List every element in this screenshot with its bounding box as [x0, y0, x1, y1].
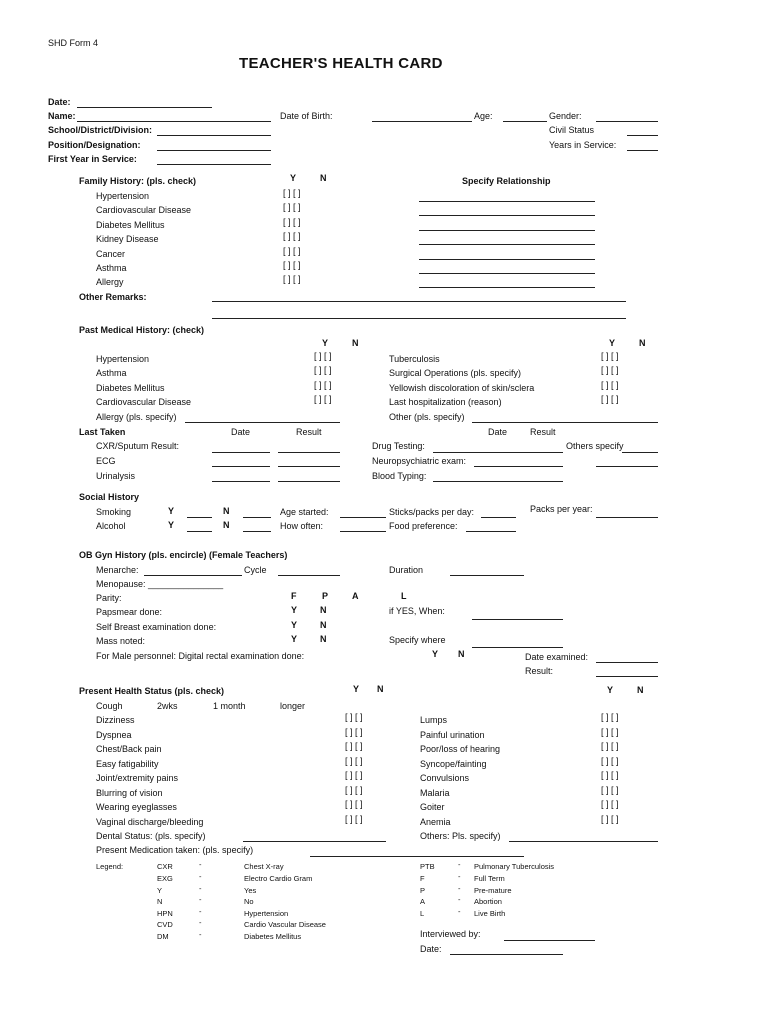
- family-checkbox[interactable]: [ ] [ ]: [283, 202, 301, 212]
- male-n[interactable]: N: [458, 649, 465, 659]
- cough-longer[interactable]: longer: [280, 701, 306, 711]
- legend-meaning-right: Full Term: [474, 874, 505, 883]
- relationship-field[interactable]: [419, 273, 595, 274]
- symptom-checkbox-right[interactable]: [ ] [ ]: [601, 741, 619, 751]
- test-date-field[interactable]: [212, 481, 270, 482]
- if-yes-label: if YES, When:: [389, 606, 445, 616]
- legend-dash: -: [199, 860, 202, 869]
- food-label: Food preference:: [389, 521, 458, 531]
- legend-abbr-right: P: [420, 886, 426, 895]
- drug-testing-field[interactable]: [433, 452, 563, 453]
- other-field[interactable]: [472, 422, 658, 423]
- specify-where-label: Specify where: [389, 635, 446, 645]
- relationship-field[interactable]: [419, 201, 595, 202]
- family-history-heading: Family History: (pls. check): [79, 176, 197, 186]
- symptom-item: Wearing eyeglasses: [96, 802, 177, 812]
- family-checkbox[interactable]: [ ] [ ]: [283, 188, 301, 198]
- symptom-checkbox[interactable]: [ ] [ ]: [345, 770, 363, 780]
- symptom-item-right: Malaria: [420, 788, 450, 798]
- legend-abbr-right: A: [420, 897, 426, 906]
- relationship-field[interactable]: [419, 259, 595, 260]
- legend-meaning-right: Pulmonary Tuberculosis: [474, 862, 555, 871]
- others-specify-label: Others specify: [566, 441, 624, 451]
- family-item: Diabetes Mellitus: [96, 220, 165, 230]
- symptom-checkbox-right[interactable]: [ ] [ ]: [601, 712, 619, 722]
- legend-abbr-right: F: [420, 874, 425, 883]
- legend-dash: -: [458, 872, 461, 881]
- legend-dash: -: [199, 907, 202, 916]
- form-number: SHD Form 4: [48, 38, 99, 48]
- symptom-checkbox[interactable]: [ ] [ ]: [345, 712, 363, 722]
- result-field[interactable]: [596, 676, 658, 677]
- family-item: Cancer: [96, 249, 126, 259]
- name-label: Name:: [48, 111, 76, 121]
- result-label: Result:: [525, 666, 554, 676]
- past-checkbox-right[interactable]: [ ] [ ]: [601, 394, 619, 404]
- present-y-header-right: Y: [607, 685, 614, 695]
- symptom-checkbox-right[interactable]: [ ] [ ]: [601, 770, 619, 780]
- cycle-field[interactable]: [278, 575, 340, 576]
- past-checkbox[interactable]: [ ] [ ]: [314, 394, 332, 404]
- past-checkbox-right[interactable]: [ ] [ ]: [601, 365, 619, 375]
- breast-n[interactable]: N: [320, 620, 327, 630]
- if-yes-field[interactable]: [472, 619, 563, 620]
- position-label: Position/Designation:: [48, 140, 141, 150]
- food-field[interactable]: [466, 531, 516, 532]
- others-field[interactable]: [509, 841, 658, 842]
- symptom-checkbox-right[interactable]: [ ] [ ]: [601, 727, 619, 737]
- date-examined-field[interactable]: [596, 662, 658, 663]
- symptom-checkbox-right[interactable]: [ ] [ ]: [601, 756, 619, 766]
- blood-typing-field[interactable]: [433, 481, 563, 482]
- smoking-n-field[interactable]: [243, 517, 271, 518]
- past-y-header-right: Y: [609, 338, 616, 348]
- last-taken-date-header: Date: [231, 427, 251, 437]
- legend-abbr: HPN: [157, 909, 173, 918]
- legend-meaning-right: Abortion: [474, 897, 502, 906]
- how-often-field[interactable]: [340, 531, 386, 532]
- first-year-field[interactable]: [157, 164, 271, 165]
- smoking-y: Y: [168, 506, 175, 516]
- last-taken-heading: Last Taken: [79, 427, 126, 437]
- past-checkbox[interactable]: [ ] [ ]: [314, 380, 332, 390]
- symptom-checkbox[interactable]: [ ] [ ]: [345, 799, 363, 809]
- relationship-field[interactable]: [419, 244, 595, 245]
- specify-where-field[interactable]: [472, 647, 563, 648]
- past-item: Cardiovascular Disease: [96, 397, 192, 407]
- alcohol-n-field[interactable]: [243, 531, 271, 532]
- family-item: Kidney Disease: [96, 234, 159, 244]
- papsmear-label: Papsmear done:: [96, 607, 163, 617]
- symptom-item-right: Convulsions: [420, 773, 470, 783]
- others-specify-field[interactable]: [622, 452, 658, 453]
- social-heading: Social History: [79, 492, 140, 502]
- past-item: Asthma: [96, 368, 127, 378]
- test-label-right: Neuropsychiatric exam:: [372, 456, 467, 466]
- name-field[interactable]: [77, 121, 271, 122]
- legend-abbr-right: L: [420, 909, 425, 918]
- past-medical-heading: Past Medical History: (check): [79, 325, 205, 335]
- parity-p[interactable]: P: [322, 591, 329, 601]
- legend-abbr: Y: [157, 886, 163, 895]
- legend-meaning: Chest X-ray: [244, 862, 284, 871]
- alcohol-n: N: [223, 520, 230, 530]
- test-result-field[interactable]: [278, 481, 340, 482]
- test-result-field[interactable]: [278, 452, 340, 453]
- packs-year-field[interactable]: [596, 517, 658, 518]
- alcohol-label: Alcohol: [96, 521, 126, 531]
- medication-label: Present Medication taken: (pls. specify): [96, 845, 254, 855]
- years-service-field[interactable]: [627, 150, 658, 151]
- present-n-header-right: N: [637, 685, 644, 695]
- dental-field[interactable]: [243, 841, 386, 842]
- symptom-item-right: Painful urination: [420, 730, 485, 740]
- other-remarks-label: Other Remarks:: [79, 292, 147, 302]
- smoking-y-field[interactable]: [187, 517, 212, 518]
- symptom-item-right: Syncope/fainting: [420, 759, 487, 769]
- date-examined-label: Date examined:: [525, 652, 589, 662]
- past-y-header: Y: [322, 338, 329, 348]
- relationship-field[interactable]: [419, 230, 595, 231]
- dental-label: Dental Status: (pls. specify): [96, 831, 206, 841]
- legend-abbr-right: PTB: [420, 862, 435, 871]
- legend-meaning-right: Pre-mature: [474, 886, 512, 895]
- medication-field[interactable]: [310, 856, 524, 857]
- others-specify-field-2[interactable]: [596, 466, 658, 467]
- smoking-n: N: [223, 506, 230, 516]
- symptom-checkbox[interactable]: [ ] [ ]: [345, 814, 363, 824]
- parity-f[interactable]: F: [291, 591, 297, 601]
- symptom-item: Dizziness: [96, 715, 135, 725]
- legend-dash: -: [458, 907, 461, 916]
- legend-dash: -: [458, 860, 461, 869]
- male-dre-label: For Male personnel: Digital rectal examination done:: [96, 651, 305, 661]
- symptom-item: Dyspnea: [96, 730, 132, 740]
- legend-abbr: DM: [157, 932, 169, 941]
- test-date-field[interactable]: [212, 452, 270, 453]
- test-label: CXR/Sputum Result:: [96, 441, 180, 451]
- alcohol-y-field[interactable]: [187, 531, 212, 532]
- present-y-header: Y: [353, 684, 360, 694]
- legend-meaning-right: Live Birth: [474, 909, 506, 918]
- relationship-field[interactable]: [419, 287, 595, 288]
- parity-label: Parity:: [96, 593, 122, 603]
- symptom-item-right: Poor/loss of hearing: [420, 744, 501, 754]
- interviewed-by-label: Interviewed by:: [420, 929, 481, 939]
- symptom-checkbox-right[interactable]: [ ] [ ]: [601, 799, 619, 809]
- past-n-header: N: [352, 338, 359, 348]
- symptom-checkbox[interactable]: [ ] [ ]: [345, 727, 363, 737]
- legend-dash: -: [199, 930, 202, 939]
- mass-y[interactable]: Y: [291, 634, 298, 644]
- last-taken-result-header-right: Result: [530, 427, 556, 437]
- age-started-label: Age started:: [280, 507, 329, 517]
- family-checkbox[interactable]: [ ] [ ]: [283, 231, 301, 241]
- first-year-label: First Year in Service:: [48, 154, 137, 164]
- legend-meaning: Electro Cardio Gram: [244, 874, 313, 883]
- legend-meaning: Cardio Vascular Disease: [244, 920, 326, 929]
- cough-2wks[interactable]: 2wks: [157, 701, 178, 711]
- symptom-item: Chest/Back pain: [96, 744, 162, 754]
- cycle-label: Cycle: [244, 565, 267, 575]
- symptom-item-right: Anemia: [420, 817, 451, 827]
- legend-abbr: CXR: [157, 862, 173, 871]
- legend-dash: -: [458, 884, 461, 893]
- legend-heading: Legend:: [96, 862, 124, 871]
- past-checkbox-right[interactable]: [ ] [ ]: [601, 351, 619, 361]
- legend-abbr: EXG: [157, 874, 173, 883]
- parity-l[interactable]: L: [401, 591, 407, 601]
- smoking-label: Smoking: [96, 507, 132, 517]
- last-taken-result-header: Result: [296, 427, 322, 437]
- menarche-label: Menarche:: [96, 565, 139, 575]
- legend-dash: -: [199, 884, 202, 893]
- legend-dash: -: [458, 895, 461, 904]
- dob-label: Date of Birth:: [280, 111, 333, 121]
- symptom-checkbox-right[interactable]: [ ] [ ]: [601, 785, 619, 795]
- relationship-field[interactable]: [419, 215, 595, 216]
- breast-exam-label: Self Breast examination done:: [96, 622, 217, 632]
- cough-label: Cough: [96, 701, 123, 711]
- sticks-label: Sticks/packs per day:: [389, 507, 475, 517]
- symptom-checkbox[interactable]: [ ] [ ]: [345, 741, 363, 751]
- family-checkbox[interactable]: [ ] [ ]: [283, 260, 301, 270]
- past-checkbox[interactable]: [ ] [ ]: [314, 351, 332, 361]
- relationship-heading: Specify Relationship: [462, 176, 551, 186]
- past-item-right: Yellowish discoloration of skin/sclera: [389, 383, 535, 393]
- civil-status-label: Civil Status: [549, 125, 595, 135]
- age-started-field[interactable]: [340, 517, 386, 518]
- symptom-item: Vaginal discharge/bleeding: [96, 817, 204, 827]
- duration-label: Duration: [389, 565, 424, 575]
- legend-meaning: Hypertension: [244, 909, 289, 918]
- family-item: Asthma: [96, 263, 127, 273]
- page-title: TEACHER'S HEALTH CARD: [239, 55, 443, 72]
- legend-meaning: Yes: [244, 886, 257, 895]
- packs-year-label: Packs per year:: [530, 504, 593, 514]
- age-label: Age:: [474, 111, 493, 121]
- legend-dash: -: [199, 872, 202, 881]
- gender-field[interactable]: [596, 121, 658, 122]
- position-field[interactable]: [157, 150, 271, 151]
- allergy-field[interactable]: [185, 422, 340, 423]
- mass-noted-label: Mass noted:: [96, 636, 146, 646]
- gender-label: Gender:: [549, 111, 582, 121]
- legend-dash: -: [199, 918, 202, 927]
- last-taken-date-header-right: Date: [488, 427, 508, 437]
- family-item: Allergy: [96, 277, 124, 287]
- menarche-field[interactable]: [144, 575, 242, 576]
- legend-abbr: CVD: [157, 920, 173, 929]
- test-label-right: Blood Typing:: [372, 471, 427, 481]
- neuro-exam-field[interactable]: [474, 466, 563, 467]
- cough-1month[interactable]: 1 month: [213, 701, 246, 711]
- test-date-field[interactable]: [212, 466, 270, 467]
- symptom-item-right: Goiter: [420, 802, 445, 812]
- sticks-field[interactable]: [481, 517, 516, 518]
- others-label: Others: Pls. specify): [420, 831, 501, 841]
- symptom-item: Easy fatigability: [96, 759, 159, 769]
- family-item: Cardiovascular Disease: [96, 205, 192, 215]
- past-item: Hypertension: [96, 354, 150, 364]
- past-checkbox[interactable]: [ ] [ ]: [314, 365, 332, 375]
- footer-date-label: Date:: [420, 944, 442, 954]
- family-checkbox[interactable]: [ ] [ ]: [283, 246, 301, 256]
- symptom-checkbox-right[interactable]: [ ] [ ]: [601, 814, 619, 824]
- parity-a[interactable]: A: [352, 591, 359, 601]
- school-label: School/District/Division:: [48, 125, 153, 135]
- past-item: Diabetes Mellitus: [96, 383, 165, 393]
- test-result-field[interactable]: [278, 466, 340, 467]
- family-n-header: N: [320, 173, 327, 183]
- interviewed-by-field[interactable]: [504, 940, 595, 941]
- alcohol-y: Y: [168, 520, 175, 530]
- school-field[interactable]: [157, 135, 271, 136]
- present-n-header: N: [377, 684, 384, 694]
- duration-field[interactable]: [450, 575, 524, 576]
- symptom-item-right: Lumps: [420, 715, 448, 725]
- dob-field[interactable]: [372, 121, 472, 122]
- papsmear-y[interactable]: Y: [291, 605, 298, 615]
- past-checkbox-right[interactable]: [ ] [ ]: [601, 380, 619, 390]
- symptom-item: Joint/extremity pains: [96, 773, 179, 783]
- past-item-right: Surgical Operations (pls. specify): [389, 368, 522, 378]
- mass-n[interactable]: N: [320, 634, 327, 644]
- legend-abbr: N: [157, 897, 163, 906]
- papsmear-n[interactable]: N: [320, 605, 327, 615]
- age-field[interactable]: [503, 121, 547, 122]
- how-often-label: How often:: [280, 521, 324, 531]
- legend-meaning: Diabetes Mellitus: [244, 932, 302, 941]
- family-y-header: Y: [290, 173, 297, 183]
- symptom-checkbox[interactable]: [ ] [ ]: [345, 756, 363, 766]
- legend-meaning: No: [244, 897, 254, 906]
- legend-dash: -: [199, 895, 202, 904]
- date-field[interactable]: [77, 107, 212, 108]
- footer-date-field[interactable]: [450, 954, 563, 955]
- allergy-label: Allergy (pls. specify): [96, 412, 177, 422]
- male-y[interactable]: Y: [432, 649, 439, 659]
- menopause-label: Menopause: _______________: [96, 579, 224, 589]
- family-checkbox[interactable]: [ ] [ ]: [283, 274, 301, 284]
- other-remarks-field[interactable]: [212, 301, 626, 302]
- test-label: Urinalysis: [96, 471, 136, 481]
- date-label: Date:: [48, 97, 71, 107]
- past-item-right: Tuberculosis: [389, 354, 440, 364]
- other-label: Other (pls. specify): [389, 412, 465, 422]
- past-item-right: Last hospitalization (reason): [389, 397, 502, 407]
- ob-gyn-heading: OB Gyn History (pls. encircle) (Female Teachers): [79, 550, 288, 560]
- other-remarks-field[interactable]: [212, 318, 626, 319]
- present-heading: Present Health Status (pls. check): [79, 686, 225, 696]
- family-checkbox[interactable]: [ ] [ ]: [283, 217, 301, 227]
- family-item: Hypertension: [96, 191, 150, 201]
- civil-status-field[interactable]: [627, 135, 658, 136]
- past-n-header-right: N: [639, 338, 646, 348]
- symptom-checkbox[interactable]: [ ] [ ]: [345, 785, 363, 795]
- breast-y[interactable]: Y: [291, 620, 298, 630]
- test-label: ECG: [96, 456, 116, 466]
- years-service-label: Years in Service:: [549, 140, 617, 150]
- symptom-item: Blurring of vision: [96, 788, 163, 798]
- test-label-right: Drug Testing:: [372, 441, 425, 451]
